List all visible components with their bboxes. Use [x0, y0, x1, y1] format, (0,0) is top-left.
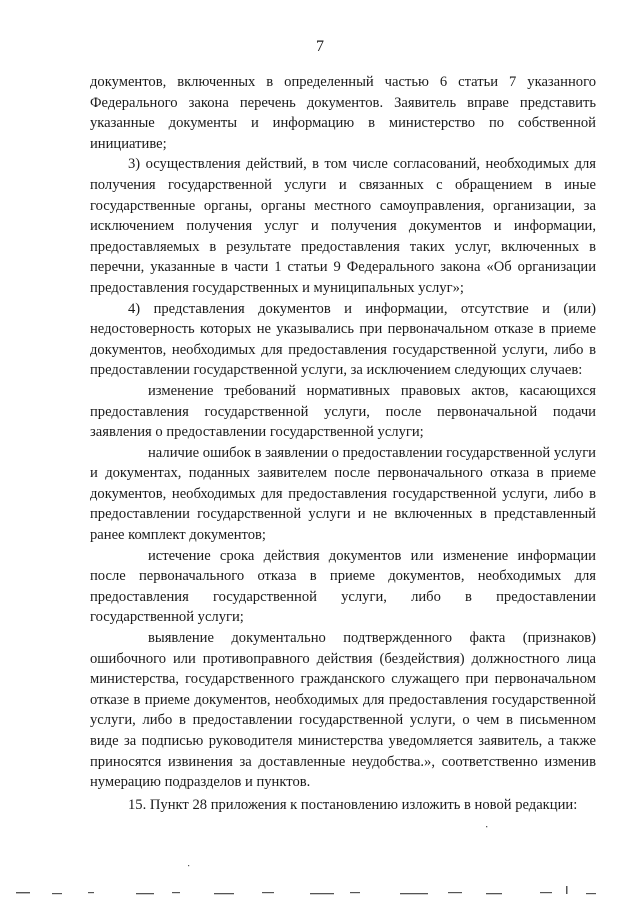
- exception-case-2: наличие ошибок в заявлении о предоставлении государственной услуги и документах, поданных заявителем после первоначального отказа в приеме документов, необходимых для предоставления государственной услуги, либо в предоставлении государственной услуги и не включенных в представленный ранее комплект документов;: [90, 444, 596, 544]
- exception-case-3: истечение срока действия документов или изменение информации после первоначального отказа в приеме документов, необходимых для предоставления государственной услуги, либо в предоставлении государственной услуги;: [90, 547, 596, 626]
- paragraph-continuation: документов, включенных в определенный частью 6 статьи 7 указанного Федерального закона перечень документов. Заявитель вправе представить указанные документы и информацию в министерство по собственной инициативе;: [90, 74, 596, 152]
- paragraph-item-4: 4) представления документов и информации, отсутствие и (или) недостоверность которых не указывались при первоначальном отказе в приеме документов, необходимых для предоставления государственной услуги, либо в предоставлении государственной услуги, за исключением следующих случаев:: [90, 300, 596, 379]
- paragraph-item-3: 3) осуществления действий, в том числе согласований, необходимых для получения государственной услуги и связанных с обращением в иные государственные органы, органы местного самоуправления, организации, за исключением получения услуг и получения документов и информации, предоставляемых в результате предоставления таких услуг, включенных в перечни, указанные в части 1 статьи 9 Федерального закона «Об организации предоставления государственных и муниципальных услуг»;: [90, 156, 596, 296]
- paragraph-item-15: 15. Пункт 28 приложения к постановлению изложить в новой редакции:: [128, 796, 578, 813]
- exception-case-1: изменение требований нормативных правовых актов, касающихся предоставления государственной услуги, после первоначальной подачи заявления о предоставлении государственной услуги;: [90, 382, 596, 441]
- page-body: [90, 72, 596, 815]
- page-number: 7: [316, 38, 324, 55]
- exception-case-4: выявление документально подтвержденного факта (признаков) ошибочного или противоправного действия (бездействия) должностного лица министерства, государственного гражданского служащего при первоначальном отказе в приеме документов, необходимых для предоставления государственной услуги, либо в предоставлении государственной услуги, о чем в письменном виде за подписью руководителя министерства уведомляется заявитель, а также приносятся извинения за доставленные неудобства.», соответственно изменив нумерацию подразделов и пунктов.: [90, 630, 596, 791]
